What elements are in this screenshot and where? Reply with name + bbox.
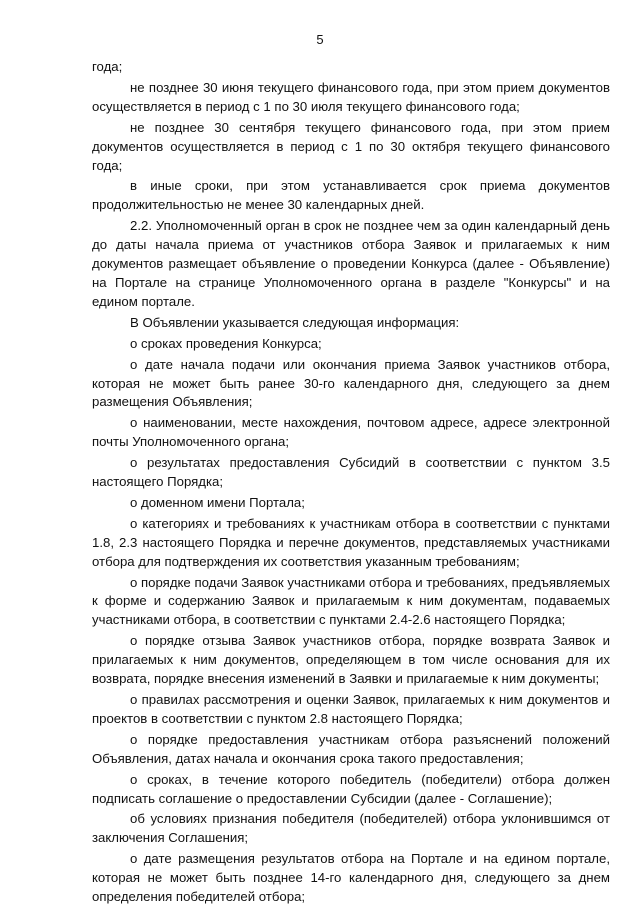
paragraph: о дате размещения результатов отбора на Портале и на едином портале, которая не может быть позднее 14-го календарного дня, следующего за днем определения победителей отбора; bbox=[92, 851, 610, 905]
paragraph: о категориях и требованиях к участникам отбора в соответствии с пунктами 1.8, 2.3 настоящего Порядка и перечне документов, представляемых участниками отбора для подтверждения их соответствия указанным требованиям; bbox=[92, 515, 610, 569]
paragraph: В Объявлении указывается следующая информация: bbox=[130, 314, 460, 330]
paragraph: о доменном имени Портала; bbox=[130, 494, 305, 510]
paragraph: об условиях признания победителя (победителей) отбора уклонившимся от заключения Соглашения; bbox=[92, 811, 610, 846]
paragraph: о наименовании, месте нахождения, почтовом адресе, адресе электронной почты Уполномоченного органа; bbox=[92, 415, 610, 450]
paragraph: о порядке предоставления участникам отбора разъяснений положений Объявления, датах начала и окончания срока такого предоставления; bbox=[92, 731, 610, 766]
page-number: 5 bbox=[316, 32, 324, 47]
paragraph: о правилах рассмотрения и оценки Заявок, прилагаемых к ним документов и проектов в соответствии с пунктом 2.8 настоящего Порядка; bbox=[92, 692, 610, 726]
paragraph: о порядке отзыва Заявок участников отбора, порядке возврата Заявок и прилагаемых к ним документов, определяющем в том числе основания для их возврата, порядке внесения изменений в Заявки и прилагаемые к ним документы; bbox=[92, 633, 610, 687]
paragraph: о порядке подачи Заявок участниками отбора и требованиях, предъявляемых к форме и содержанию Заявок и прилагаемым к ним документам, подаваемых участниками отбора, в соответствии с пунктами 2.4-2.6 настоящего Порядка; bbox=[92, 574, 610, 628]
paragraph: о сроках, в течение которого победитель (победители) отбора должен подписать соглашение о предоставлении Субсидии (далее - Соглашение); bbox=[92, 771, 610, 806]
paragraph: о результатах предоставления Субсидий в соответствии с пунктом 3.5 настоящего Порядка; bbox=[92, 455, 610, 490]
paragraph: 2.2. Уполномоченный орган в срок не позднее чем за один календарный день до даты начала приема от участников отбора Заявок и прилагаемых к ним документов размещает объявление о проведении Конкурса (далее - Объявление) на Портале на странице Уполномоченного органа в разделе "Конкурсы" и на едином портале. bbox=[92, 218, 610, 309]
paragraph: года; bbox=[92, 59, 123, 74]
document-body bbox=[92, 58, 610, 907]
paragraph: о дате начала подачи или окончания приема Заявок участников отбора, которая не может быть ранее 30-го календарного дня, следующего за днем размещения Объявления; bbox=[92, 356, 610, 410]
paragraph: не позднее 30 сентября текущего финансового года, при этом прием документов осуществляется в период с 1 по 30 октября текущего финансового года; bbox=[92, 119, 610, 173]
paragraph: не позднее 30 июня текущего финансового года, при этом прием документов осуществляется в период с 1 по 30 июля текущего финансового года; bbox=[92, 79, 610, 114]
paragraph: о сроках проведения Конкурса; bbox=[130, 335, 322, 351]
paragraph: в иные сроки, при этом устанавливается срок приема документов продолжительностью не менее 30 календарных дней. bbox=[92, 178, 610, 213]
